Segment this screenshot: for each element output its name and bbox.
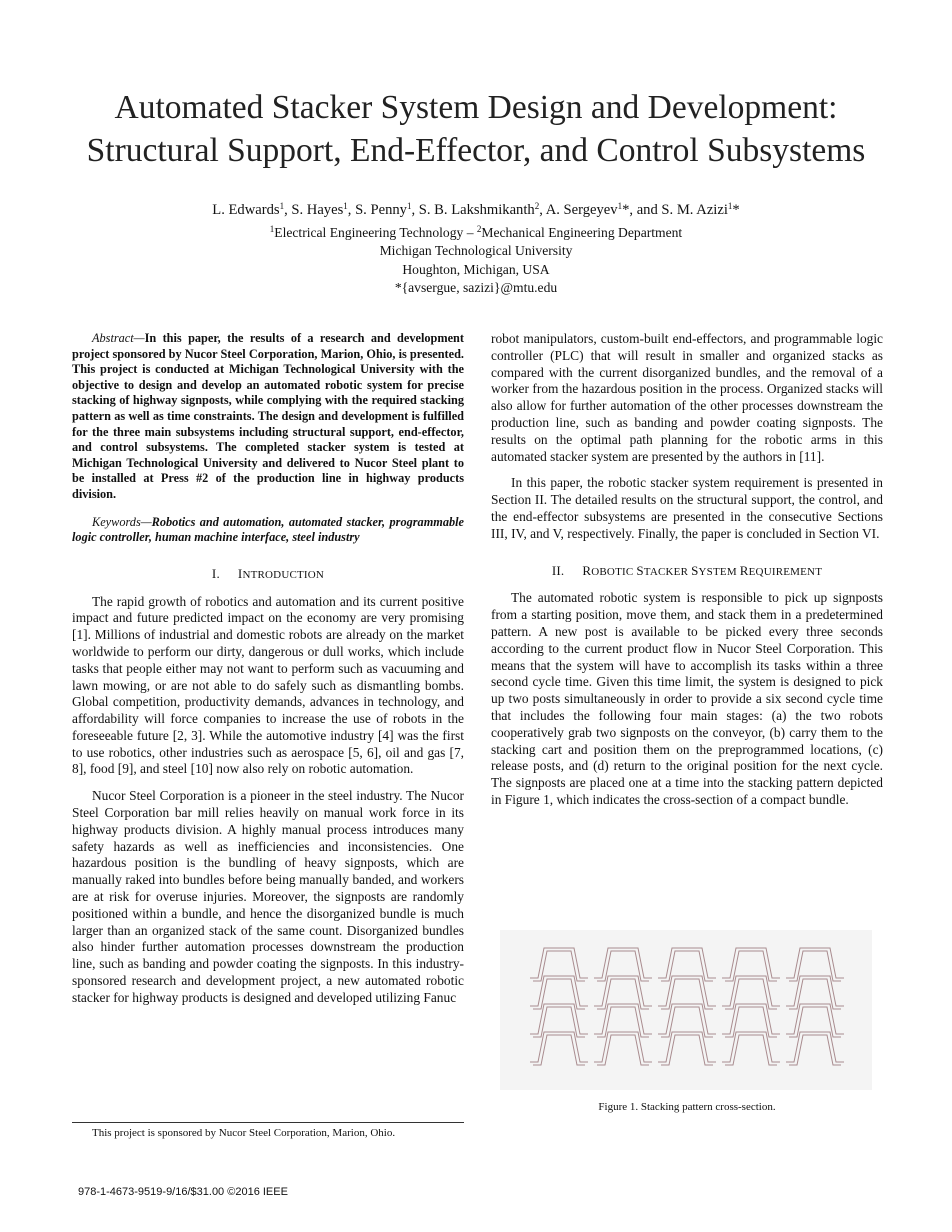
affiliation-university: Michigan Technological University: [379, 243, 573, 259]
footnote-rule: [72, 1122, 464, 1123]
keywords-label: Keywords—: [92, 514, 152, 529]
intro-paragraph-2: Nucor Steel Corporation is a pioneer in the steel industry. The Nucor Steel Corporation bar mill relies heavily on manual work force in its highway products division. A highly manual process introduces many safety hazards as well as inefficiencies and inconsistencies. One hazardous position is the bundling of heavy signposts, which are manually raked into bundles before being manually banded, and workers are at risk for overuse injuries. Moreover, the signposts are randomly positioned within a bundle, and hence the disorganized bundle is much larger than an organized stack of the same count. Disorganized bundles also hinder further automation processes downstream the production line, such as banding and powder coating the signposts. In this industry-sponsored research and development project, a new automated robotic stacker for highway products is designed and developed utilizing Fanuc: [72, 788, 464, 1005]
copyright-notice: 978-1-4673-9519-9/16/$31.00 ©2016 IEEE: [78, 1186, 288, 1198]
author-sup: 1: [406, 201, 412, 211]
heading-rest: NTRODUCTION: [242, 568, 325, 581]
heading-rest: EQUIREMENT: [748, 565, 823, 578]
paper-title: [40, 86, 912, 172]
heading-initial: R: [582, 562, 592, 578]
abstract-text: In this paper, the results of a research and development project sponsored by Nucor Steel Corporation, Marion, Ohio, is presented. This project is conducted at Michigan Technological University with the objective to design and develop an automated robotic system for precise stacking of highway signposts, while complying with the required stacking pattern as well as time constraints. The design and development is fulfilled for the three main subsystems including structural support, end-effector, and control subsystems. The completed stacker system is tested at Michigan Technological University and delivered to Nucor Steel plant to be installed at Press #2 of the production line in highway products division.: [72, 331, 464, 501]
stacking-pattern-figure: [500, 930, 872, 1090]
intro-paragraph-2-continued: robot manipulators, custom-built end-effectors, and programmable logic controller (PLC) that will result in smaller and organized stacks as compared with the current disorganized bundles, and the removal of a worker from the hazardous position in the process. Organized stacks will also allow for further automation of the other processes downstream the production line, such as banding and powder coating signposts. The results on the optimal path planning for the robotic arms in this automated stacker system are presented by the authors in [11].: [491, 331, 883, 464]
author-sup: 1: [343, 201, 348, 211]
heading-initial: S: [691, 562, 699, 578]
author-sergeyev: , A. Sergeyev: [539, 202, 618, 218]
footnote: This project is sponsored by Nucor Steel Corporation, Marion, Ohio.: [92, 1127, 396, 1139]
author-sup: 2: [534, 201, 540, 211]
stacking-pattern-drawing: [500, 930, 872, 1090]
heading-rest: TACKER: [643, 565, 692, 578]
right-column: [491, 331, 883, 809]
author-sup: 1: [617, 201, 623, 211]
abstract-label: Abstract—: [92, 331, 145, 345]
affil-sup: 2: [476, 224, 482, 234]
keywords: [72, 515, 464, 546]
affil-sup: 1: [269, 224, 275, 234]
section-heading-introduction: [72, 566, 464, 584]
affiliation-dept: [40, 224, 912, 242]
author-lakshmikanth: , S. B. Lakshmikanth: [411, 202, 535, 218]
intro-paragraph-3: In this paper, the robotic stacker system requirement is presented in Section II. The detailed results on the structural support, the control, and the end-effector subsystems are presented in the consecutive Sections III, IV, and V, respectively. Finally, the paper is concluded in Section VI.: [491, 475, 883, 541]
affiliation-location: Houghton, Michigan, USA: [402, 261, 550, 277]
signpost-profile: [658, 948, 716, 978]
dept-b: Mechanical Engineering Department: [481, 225, 683, 240]
figure-caption: Figure 1. Stacking pattern cross-section.: [598, 1101, 776, 1113]
author-star: *: [732, 202, 740, 218]
signpost-profile: [530, 948, 588, 978]
author-edwards: L. Edwards: [212, 202, 280, 218]
section-number: I.: [211, 565, 220, 581]
section-heading-requirement: [491, 563, 883, 581]
author-sup: 1: [727, 201, 733, 211]
left-column: [72, 331, 464, 1007]
requirement-paragraph-1: The automated robotic system is responsible to pick up signposts from a starting position, move them, and stack them in a predetermined pattern. A new post is available to be picked every three seconds according to the current product flow in Nucor Steel Corporation. This means that the system will have to accomplish its tasks within a three second cycle time. Given this time limit, the system is designed to pick up two posts simultaneously in order to provide a six second cycle time that includes the following four main stages: (a) the two robots cooperatively grab two signposts on the conveyor, (b) carry them to the stacking cart and position them on the preprogrammed locations, (c) release posts, and (d) return to the original position for the next cycle. The signposts are placed one at a time into the stacking pattern depicted in Figure 1, which indicates the cross-section of a compact bundle.: [491, 590, 883, 807]
heading-initial: I: [237, 565, 243, 581]
heading-rest: OBOTIC: [591, 565, 637, 578]
signpost-profile: [722, 948, 780, 978]
author-list: [40, 201, 912, 220]
signpost-profile: [594, 948, 652, 978]
affiliation-email: *{avsergue, sazizi}@mtu.edu: [394, 279, 558, 295]
abstract: [72, 331, 464, 503]
author-azizi: *, and S. M. Azizi: [622, 202, 728, 218]
signpost-profile: [786, 948, 844, 978]
title-line-1: Automated Stacker System Design and Development:: [114, 89, 838, 126]
author-hayes: , S. Hayes: [284, 202, 344, 218]
dept-a: Electrical Engineering Technology –: [274, 225, 477, 240]
intro-paragraph-1: The rapid growth of robotics and automation and its current positive impact and future predicted impact on the economy are very promising [1]. Millions of industrial and domestic robots are already on the market worldwide to perform our dirty, dangerous or dull works, which include tasks that people either may not want to perform such as vacuuming and lawn mowing, or are not able to do safely such as dismantling bombs. Global competition, productivity demands, advances in technology, and affordability will force companies to increase the use of robots in the foreseeable future [2, 3]. While the automotive industry [4] was the first to use robotics, other industries such as aerospace [5, 6], oil and gas [7, 8], food [9], and steel [10] now also rely on robotic automation.: [72, 593, 464, 777]
author-sup: 1: [279, 201, 285, 211]
section-number: II.: [551, 562, 565, 578]
title-line-2: Structural Support, End-Effector, and Control Subsystems: [86, 132, 866, 169]
heading-initial: S: [636, 562, 644, 578]
author-penny: , S. Penny: [347, 202, 407, 218]
heading-initial: R: [739, 562, 749, 578]
keywords-text: Robotics and automation, automated stacker, programmable logic controller, human machine interface, steel industry: [72, 514, 464, 545]
heading-rest: YSTEM: [698, 565, 740, 578]
affiliation-block: [40, 224, 912, 297]
